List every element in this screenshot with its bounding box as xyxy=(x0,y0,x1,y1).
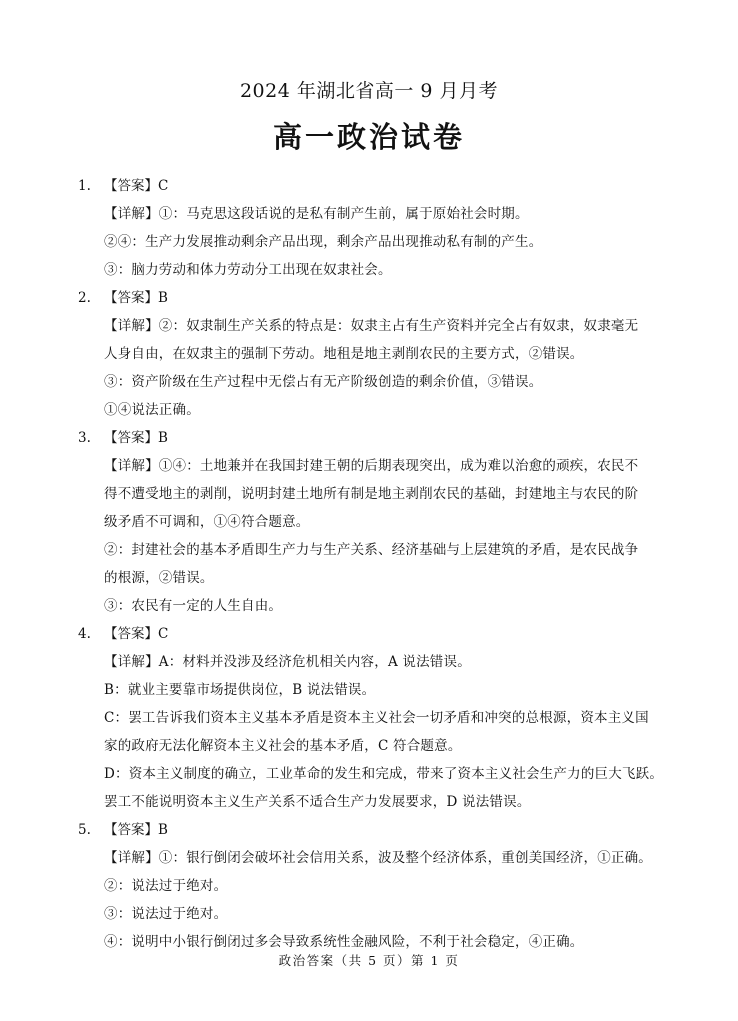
explanation-line: ③：资产阶级在生产过程中无偿占有无产阶级创造的剩余价值，③错误。 xyxy=(104,374,543,390)
explanation-line: 家的政府无法化解资本主义社会的基本矛盾，C 符合题意。 xyxy=(104,738,462,754)
answer-row xyxy=(0,172,738,200)
explanation-line: 【详解】①④：土地兼并在我国封建王朝的后期表现突出，成为难以治愈的顽疾，农民不 xyxy=(104,458,639,474)
answer-label: 【答案】B xyxy=(104,822,168,838)
explanation-line: 【详解】①：银行倒闭会破坏社会信用关系，波及整个经济体系，重创美国经济，①正确。 xyxy=(104,850,652,866)
answer-row xyxy=(0,816,738,844)
answer-row xyxy=(0,620,738,648)
explanation-line: ③：说法过于绝对。 xyxy=(104,906,228,922)
explanation-line: 【详解】②：奴隶制生产关系的特点是：奴隶主占有生产资料并完全占有奴隶，奴隶毫无 xyxy=(104,318,639,334)
explanation-line: 【详解】①：马克思这段话说的是私有制产生前，属于原始社会时期。 xyxy=(104,206,529,222)
question-number: 4. xyxy=(78,626,91,642)
question-block xyxy=(0,172,738,284)
explanation-line: ②④：生产力发展推动剩余产品出现，剩余产品出现推动私有制的产生。 xyxy=(104,234,543,250)
explanation-line: ①④说法正确。 xyxy=(104,402,200,418)
page-footer: 政治答案（共 5 页）第 1 页 xyxy=(278,953,460,968)
explanation-line: 人身自由，在奴隶主的强制下劳动。地租是地主剥削农民的主要方式，②错误。 xyxy=(104,346,584,362)
explanation-line: ③：脑力劳动和体力劳动分工出现在奴隶社会。 xyxy=(104,262,392,278)
questions-container xyxy=(0,172,738,956)
question-number: 1. xyxy=(78,178,91,194)
explanation-line: B：就业主要靠市场提供岗位，B 说法错误。 xyxy=(104,682,376,698)
question-block xyxy=(0,424,738,620)
question-block xyxy=(0,284,738,424)
question-number: 5. xyxy=(78,822,91,838)
question-block xyxy=(0,620,738,816)
answer-row xyxy=(0,424,738,452)
answer-label: 【答案】C xyxy=(104,626,169,642)
explanation-line: C：罢工告诉我们资本主义基本矛盾是资本主义社会一切矛盾和冲突的总根源，资本主义国 xyxy=(104,710,649,726)
exam-subtitle: 2024 年湖北省高一 9 月月考 xyxy=(239,80,499,102)
explanation-line: 得不遭受地主的剥削，说明封建土地所有制是地主剥削农民的基础，封建地主与农民的阶 xyxy=(104,486,639,502)
explanation-line: 级矛盾不可调和，①④符合题意。 xyxy=(104,514,310,530)
answer-label: 【答案】C xyxy=(104,178,169,194)
question-number: 2. xyxy=(78,290,91,306)
answer-list xyxy=(0,172,738,956)
answer-label: 【答案】B xyxy=(104,290,168,306)
explanation-line: 的根源，②错误。 xyxy=(104,570,214,586)
explanation-line: ②：说法过于绝对。 xyxy=(104,878,228,894)
exam-title: 高一政治试卷 xyxy=(272,120,465,154)
explanation-line: ②：封建社会的基本矛盾即生产力与生产关系、经济基础与上层建筑的矛盾，是农民战争 xyxy=(104,542,639,558)
explanation-line: ③：农民有一定的人生自由。 xyxy=(104,598,283,614)
explanation-line: 罢工不能说明资本主义生产关系不适合生产力发展要求，D 说法错误。 xyxy=(104,794,531,810)
question-block xyxy=(0,816,738,956)
answer-row xyxy=(0,284,738,312)
explanation-line: ④：说明中小银行倒闭过多会导致系统性金融风险，不利于社会稳定，④正确。 xyxy=(104,934,584,950)
explanation-line: D：资本主义制度的确立，工业革命的发生和完成，带来了资本主义社会生产力的巨大飞跃。 xyxy=(104,766,664,782)
question-number: 3. xyxy=(78,430,91,446)
explanation-line: 【详解】A：材料并没涉及经济危机相关内容，A 说法错误。 xyxy=(104,654,471,670)
answer-label: 【答案】B xyxy=(104,430,168,446)
